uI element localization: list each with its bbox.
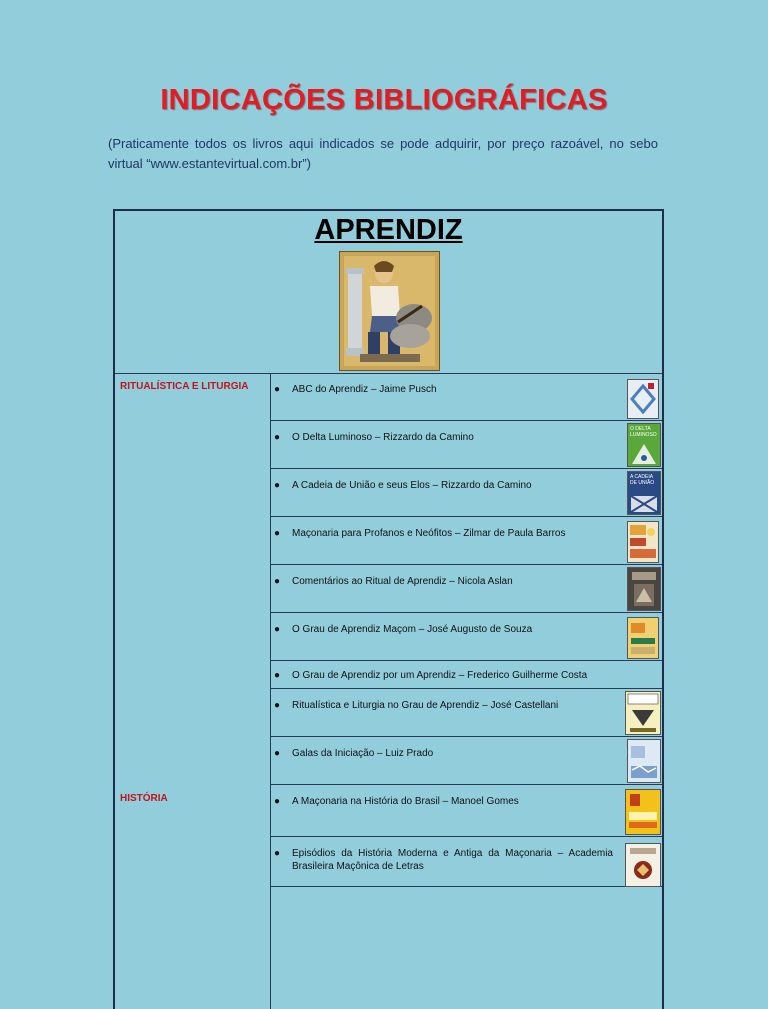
category-historia: HISTÓRIA xyxy=(120,793,168,804)
bullet-icon: ● xyxy=(274,748,281,759)
book-title: O Grau de Aprendiz Maçom – José Augusto de Souza xyxy=(292,624,533,635)
book-title: Episódios da História Moderna e Antiga da Maçonaria – Academia Brasileira Maçônica de Letras xyxy=(292,848,613,872)
book-row xyxy=(270,373,662,421)
book-cover-icon xyxy=(625,789,661,835)
book-row xyxy=(270,565,662,613)
book-cover-icon xyxy=(627,739,661,783)
book-title: O Delta Luminoso – Rizzardo da Camino xyxy=(292,432,474,443)
book-row xyxy=(270,613,662,661)
book-title: Ritualística e Liturgia no Grau de Aprendiz – José Castellani xyxy=(292,700,559,711)
cover-label: O DELTA LUMINOSO xyxy=(630,426,657,438)
bullet-icon: ● xyxy=(274,670,281,681)
bullet-icon: ● xyxy=(274,576,281,587)
bibliography-table xyxy=(113,209,664,1009)
bullet-icon: ● xyxy=(274,432,281,443)
book-row xyxy=(270,737,662,785)
book-cover-icon xyxy=(627,379,659,419)
intro-note: (Praticamente todos os livros aqui indicados se pode adquirir, por preço razoável, no sebo virtual “www.estantevirtual.com.br”) xyxy=(108,136,658,171)
bullet-icon: ● xyxy=(274,624,281,635)
book-row xyxy=(270,469,662,517)
bullet-icon: ● xyxy=(274,796,281,807)
book-cover-icon xyxy=(627,567,661,611)
book-cover-icon xyxy=(627,521,659,563)
book-cover-icon xyxy=(627,617,659,659)
page-title: INDICAÇÕES BIBLIOGRÁFICAS xyxy=(160,84,608,116)
grade-title: APRENDIZ xyxy=(314,214,463,246)
book-title: O Grau de Aprendiz por um Aprendiz – Frederico Guilherme Costa xyxy=(292,670,588,681)
book-title: Maçonaria para Profanos e Neófitos – Zilmar de Paula Barros xyxy=(292,528,566,539)
bullet-icon: ● xyxy=(274,528,281,539)
book-row xyxy=(270,785,662,837)
bullet-icon: ● xyxy=(274,480,281,491)
bullet-icon: ● xyxy=(274,848,281,859)
bullet-icon: ● xyxy=(274,700,281,711)
stone-mason-icon xyxy=(339,251,440,371)
book-row xyxy=(270,689,662,737)
book-cover-icon xyxy=(625,843,661,887)
book-title: ABC do Aprendiz – Jaime Pusch xyxy=(292,384,437,395)
cover-label: A CADEIA DE UNIÃO xyxy=(630,474,655,486)
book-title: Comentários ao Ritual de Aprendiz – Nicola Aslan xyxy=(292,576,513,587)
grade-header xyxy=(115,211,662,374)
book-cover-icon xyxy=(627,471,661,515)
book-title: A Maçonaria na História do Brasil – Manoel Gomes xyxy=(292,796,519,807)
book-cover-icon xyxy=(625,691,661,735)
book-row xyxy=(270,837,662,887)
book-row xyxy=(270,421,662,469)
book-title: Galas da Iniciação – Luiz Prado xyxy=(292,748,434,759)
book-cover-icon xyxy=(627,423,661,467)
category-ritualistica: RITUALÍSTICA E LITURGIA xyxy=(120,381,249,392)
book-title: A Cadeia de União e seus Elos – Rizzardo da Camino xyxy=(292,480,532,491)
book-row xyxy=(270,517,662,565)
bullet-icon: ● xyxy=(274,384,281,395)
book-row xyxy=(270,661,662,689)
